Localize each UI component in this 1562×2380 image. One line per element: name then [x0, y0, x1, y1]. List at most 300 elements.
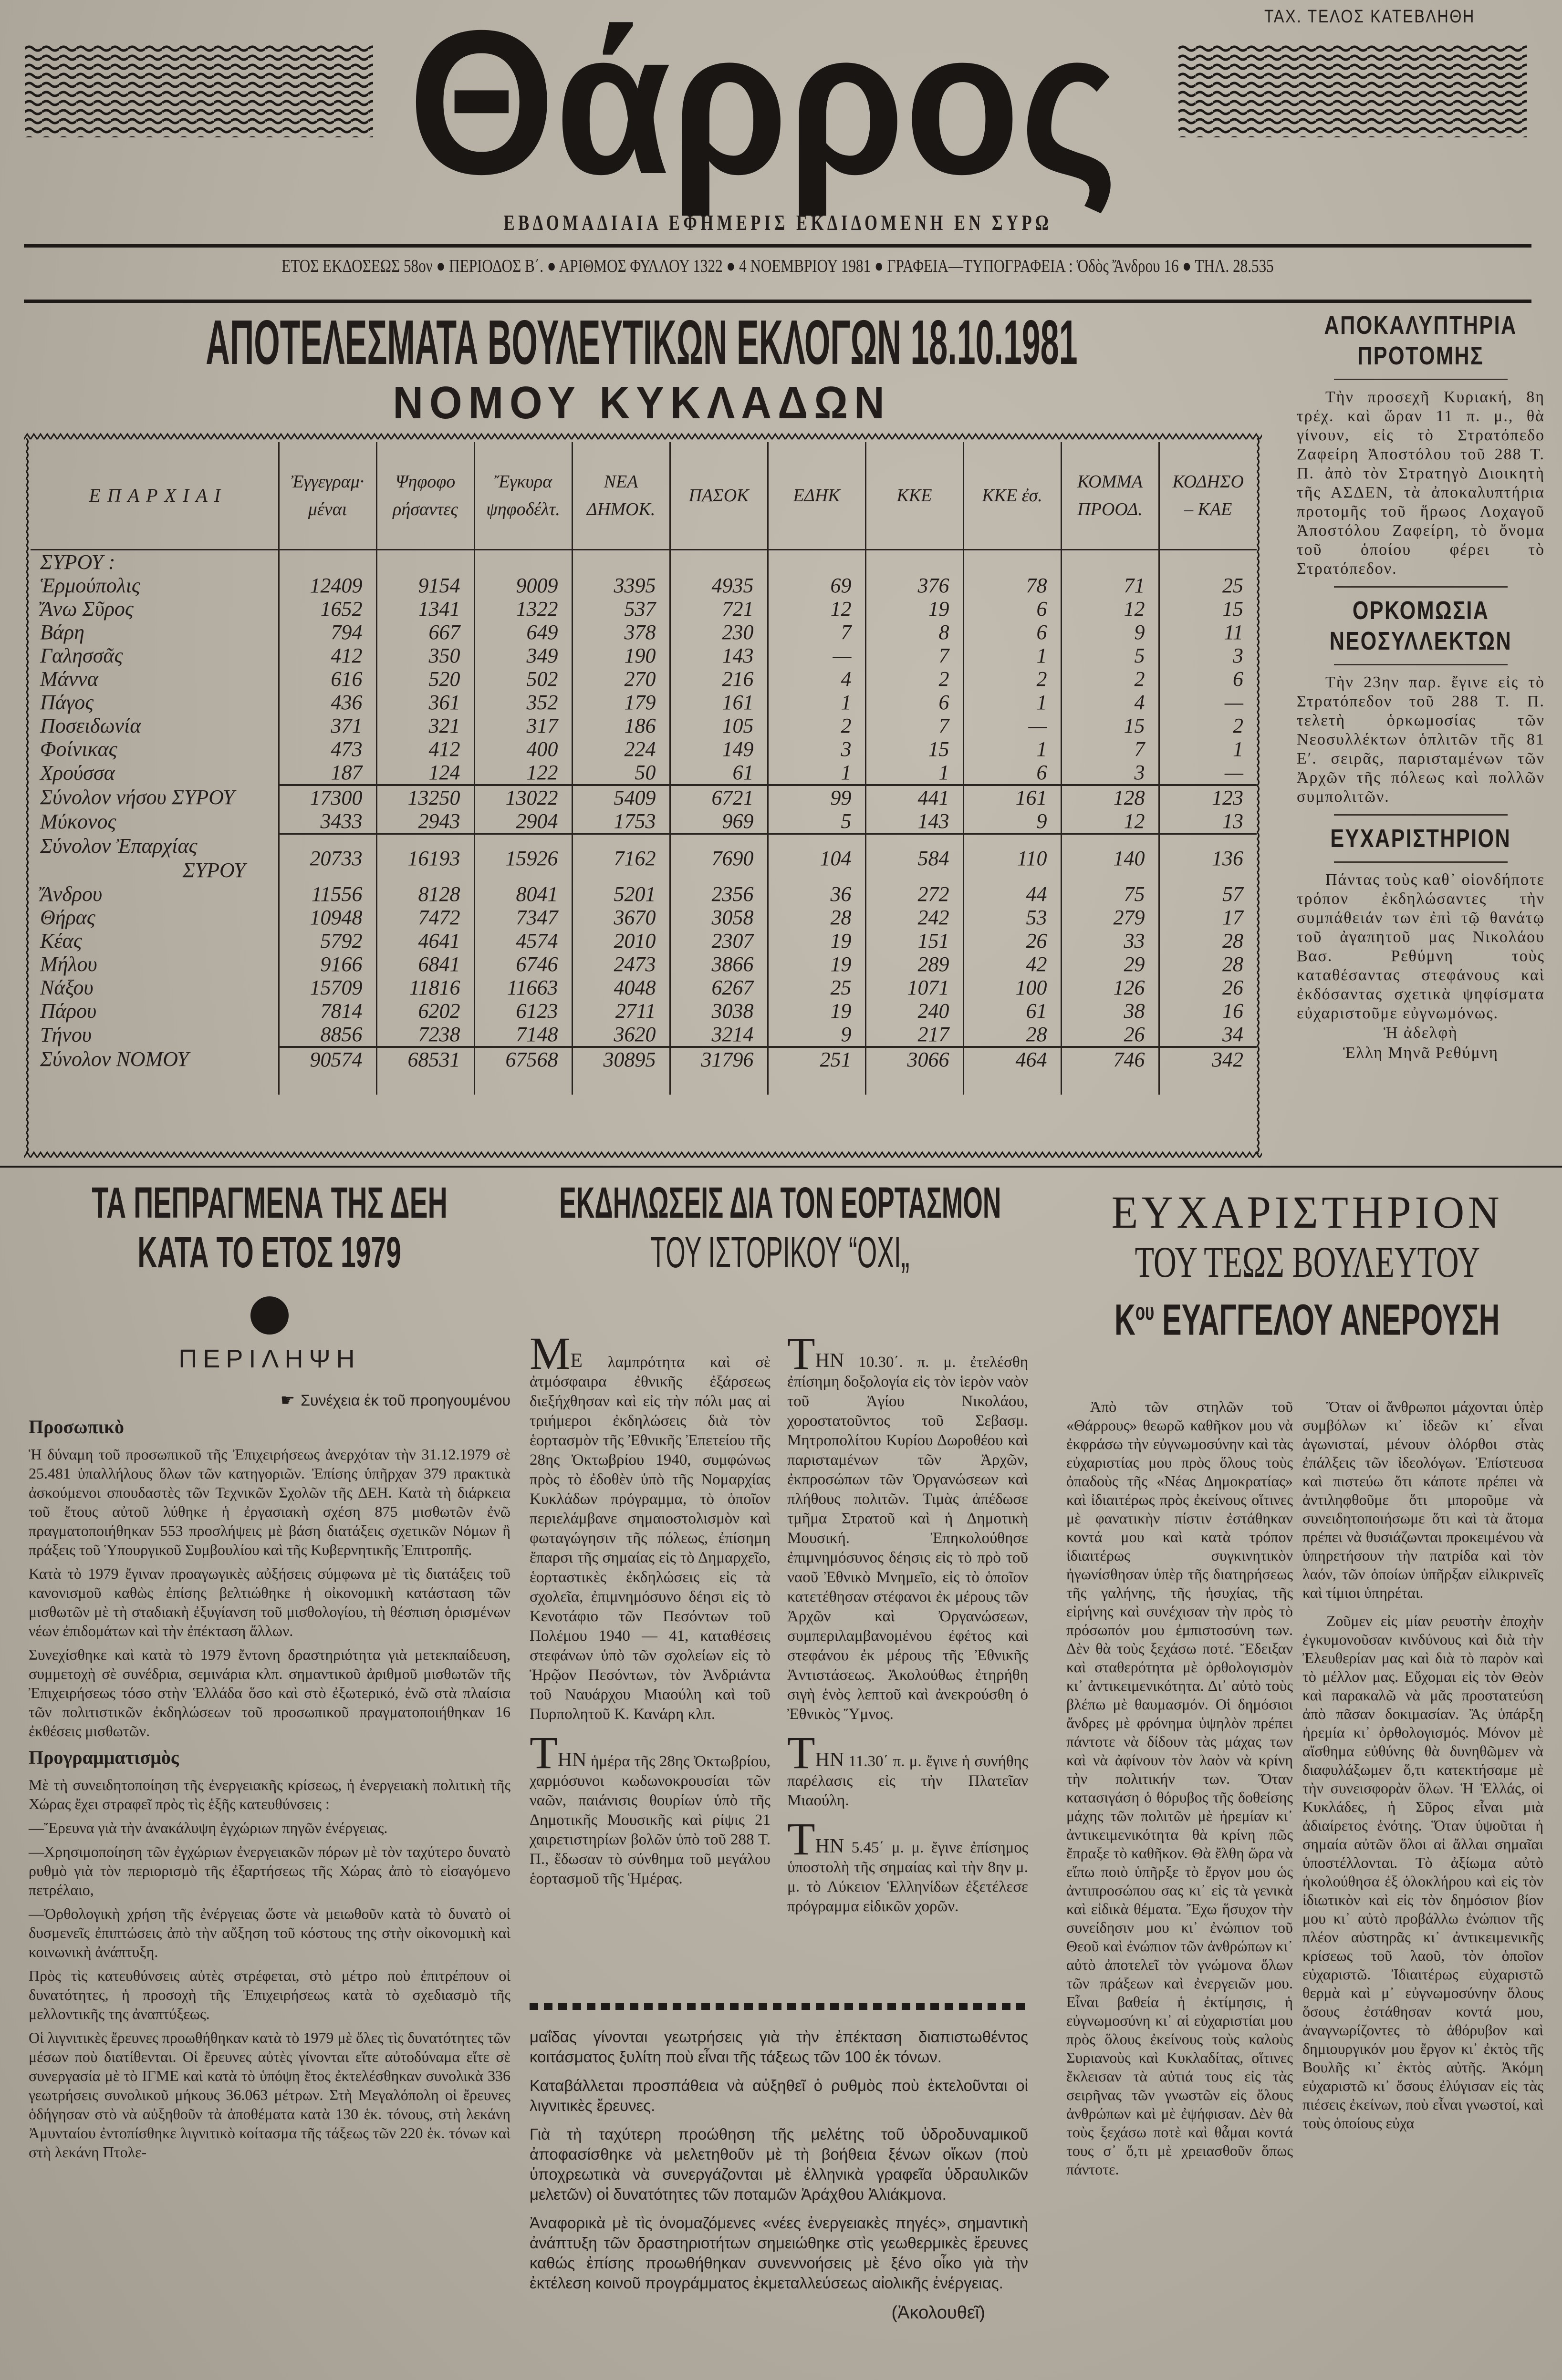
- column-header: [768, 442, 865, 549]
- table-cell: 11556: [279, 882, 376, 906]
- article-headline: ΚΑΤΑ ΤΟ ΕΤΟΣ 1979: [137, 1228, 402, 1277]
- table-cell: 123: [1159, 785, 1257, 809]
- table-cell: 12: [1061, 597, 1159, 621]
- table-cell: 9009: [474, 574, 572, 597]
- paragraph-text: ἡμέρα τῆς 28ης Ὀκτωβρίου, χαρμόσυνοι κωδωνοκρουσίαι τῶν ναῶν, παιάνισις θουρίων ὑπὸ τῆς Δημοτικῆς Μουσικῆς καὶ ρίψις 21 χαιρετιστηρίων βολῶν ὑπὸ τοῦ 288 Τ. Π., ἔδωσαν τὸ σύνθημα τοῦ μεγάλου ἑορτασμοῦ τῆς Ἡμέρας.: [530, 1753, 771, 1887]
- table-cell: 2904: [474, 809, 572, 834]
- table-cell: 50: [572, 761, 670, 785]
- table-cell: 6267: [670, 976, 768, 999]
- table-cell: 3: [1159, 644, 1257, 667]
- row-label: Χρούσσα: [40, 761, 115, 785]
- table-cell: 6: [963, 621, 1061, 644]
- table-cell: 151: [865, 929, 963, 952]
- drop-cap-rest: Ε: [570, 1350, 583, 1372]
- table-cell: [474, 1071, 572, 1095]
- table-row: [31, 549, 1257, 574]
- table-cell: 279: [1061, 906, 1159, 929]
- table-row: [31, 785, 1257, 809]
- table-cell: 242: [865, 906, 963, 929]
- table-cell: 6721: [670, 785, 768, 809]
- divider: [1334, 664, 1508, 665]
- notice-title-text: ΕΥΧΑΡΙΣΤΗΡΙΟΝ: [1330, 824, 1511, 853]
- table-cell: 136: [1159, 834, 1257, 882]
- table-cell: 15: [1159, 597, 1257, 621]
- column-header-line: ΚΟΔΗΣΟ: [1172, 471, 1244, 492]
- drop-cap-rest: ΗΝ: [815, 1835, 844, 1857]
- table-cell: —: [1159, 691, 1257, 714]
- paragraph: Ἀπὸ τῶν στηλῶν τοῦ «Θάρρους» θεωρῶ καθῆκον μου νὰ ἐκφράσω τὴν εὐγνωμοσύνην καὶ τὰς εὐχαριστίας μου πρὸς ὅλους τοὺς ὀπαδοὺς τῆς «Νέας Δημοκρατίας» καὶ ἰδιαιτέρως πρὸς ἐκείνους οἵτινες μὲ φανατικὴν πίστιν ἐστάθηκαν κοντά μου καὶ κατὰ τρόπον ἰδιαιτέρως συγκινητικὸν ἠγωνίσθησαν ὑπὲρ τῆς διατηρήσεως τῆς γαλήνης, τῆς ἡσυχίας, τῆς εἰρήνης καὶ συνέχισαν τὴν πρὸς τὸ πρόσωπόν μου ἐμπιστοσύνη των. Δὲν θὰ τοὺς ξεχάσω ποτέ. Ἔδειξαν καὶ σταθερότητα μὲ ὀρθολογισμὸν κι᾽ ἀντικειμενικότητα. Δι᾽ αὐτὸ τοὺς βλέπω μὲ θαυμασμόν. Οἱ δημόσιοι ἄνδρες μὲ φρόνημα ὑψηλὸν πρέπει πάντοτε νὰ δίδουν τὰς μάχας των καὶ νὰ ἀφίνουν τὸν λαὸν νὰ κρίνη τὴν πολιτικήν των. Ὅταν κατασιγάση ὁ θόρυβος τῆς δοθείσης μάχης τῶν πολιτῶν μὲ ἠρεμίαν κι᾽ ἀντικειμενικότητα θὰ κρίνη πῶς ἔπραξε τὸ καθῆκον. Θὰ ἔλθη ὥρα νὰ εἴπω ποιὸ ὑπῆρξε τὸ ἔργον μου ὡς ἀντιπροσώπου σας κι᾽ εἰς τὰ γενικὰ καὶ εἰδικὰ θέματα. Ἔχω ἥσυχον τὴν συνείδησιν μου κι᾽ ἐνώπιον τοῦ Θεοῦ καὶ ἐνώπιον τῶν ἀνθρώπων κι᾽ αὐτὸ ἀποτελεῖ τὸν γνώμονα ὅλων τῶν πράξεων καὶ ἐνεργειῶν μου. Εἶναι βαθεία ἡ ἐκτίμησις, ἡ εὐγνωμοσύνη κι᾽ αἱ εὐχαριστίαι μου πρὸς ὅλους ἐκείνους τοὺς καλοὺς Συριανοὺς καὶ Κυκλαδίτας, οἵτινες ἔκλεισαν τὰ αὐτιά τους εἰς τὰς σειρῆνας τῶν γνωστῶν εἰς ὅλους ἀνθρώπων καὶ μὲ ἐψήφισαν. Δὲν θὰ τοὺς ξεχάσω ποτὲ καὶ θἆμαι κοντά τους σ᾽ ὅ,τι μὲ χρειασθοῦν ὅπως πάντοτε.: [1066, 1398, 1293, 2178]
- table-cell: 2307: [670, 929, 768, 952]
- table-cell: 436: [279, 691, 376, 714]
- paragraph-text: 11.30΄ π. μ. ἔγινε ἡ συνήθης παρέλασις εἰς τὴν Πλατεῖαν Μιαούλη.: [787, 1753, 1028, 1809]
- table-cell: 8128: [376, 882, 474, 906]
- table-cell: [1159, 1071, 1257, 1095]
- table-cell: 42: [963, 952, 1061, 976]
- notice-title-text: ΑΠΟΚΑΛΥΠΤΗΡΙΑ: [1324, 311, 1518, 340]
- article-ochi: [525, 1178, 1035, 2323]
- table-cell: 68531: [376, 1047, 474, 1071]
- table-cell: 317: [474, 714, 572, 737]
- table-cell: 128: [1061, 785, 1159, 809]
- column-header-line: – ΚΑΕ: [1184, 499, 1232, 519]
- table-cell: 6: [1159, 667, 1257, 691]
- row-label: Γαλησσᾶς: [40, 643, 123, 667]
- table-cell: 520: [376, 667, 474, 691]
- table-row: [31, 714, 1257, 737]
- table-cell: 3214: [670, 1023, 768, 1047]
- results-subheadline: ΝΟΜΟΥ ΚΥΚΛΑΔΩΝ: [393, 377, 891, 428]
- table-cell: 2356: [670, 882, 768, 906]
- table-cell: 28: [1159, 929, 1257, 952]
- table-cell: 1071: [865, 976, 963, 999]
- table-cell: 5201: [572, 882, 670, 906]
- paragraph: Ζοῦμεν εἰς μίαν ρευστὴν ἐποχὴν ἐγκυμονοῦσαν κινδύνους καὶ διὰ τὴν Ἐλευθερίαν μας καὶ διὰ τὸ παρὸν καὶ τὸ μέλλον μας. Εὔχομαι εἰς τὸν Θεὸν καὶ παρακαλῶ νὰ μᾶς προστατεύση ἀπὸ πᾶσαν δοκιμασίαν. Ἂς ὑπάρξη ἠρεμία κι᾽ ὀρθολογισμός. Μόνον μὲ αἴσθημα εὐθύνης θὰ δυνηθῶμεν νὰ διαφυλάξωμεν ὅ,τι κατεκτήσαμε μὲ τὴν συνεισφορὰν ὅλων. Ἡ Ἑλλάς, οἱ Κυκλάδες, ἡ Σῦρος εἶναι μιὰ ἀδιαίρετος ἑνότης. Ὅταν ὑψοῦται ἡ σημαία αὐτῶν ὅλοι αἱ ἄλλαι σημαῖαι ὑποστέλλονται. Τὸ ἀξίωμα αὐτὸ ἠκολούθησα ἐξ ὁλοκλήρου καὶ εἰς τὸν ἰδιωτικὸν καὶ εἰς τὸν δημόσιον βίον μου κι᾽ αὐτὸ προβάλλω ἐνώπιον τῆς πλέον αὐστηρᾶς κι᾽ ἀντικειμενικῆς κρίσεως τοῦ λαοῦ, τὸν ὁποῖον εὐχαριστῶ. Ἰδιαιτέρως εὐχαριστῶ θερμὰ καὶ μ᾽ εὐγνωμοσύνην ὅλους ὅσους ἐστάθησαν κοντά μου, ἀναγνωρίζοντες τὸ ἀθόρυβον καὶ δημιουργικόν μου ἔργον κι᾽ ἐκτὸς τῆς Βουλῆς κι᾽ ἐκτὸς αὐτῆς. Ἀκόμη εὐχαριστῶ κι᾽ ὅσους ἐλύγισαν εἰς τὰς πιέσεις ἐκείνων, ποὺ εἶναι γνωστοί, καὶ τοὺς ὁποίους εὐχα: [1302, 1612, 1543, 2132]
- table-cell: 240: [865, 999, 963, 1023]
- table-cell: 251: [768, 1047, 865, 1071]
- paragraph: Ἡ δύναμη τοῦ προσωπικοῦ τῆς Ἐπιχειρήσεως ἀνερχόταν τὴν 31.12.1979 σὲ 25.481 ὑπαλλήλους ὅλων τῶν κατηγοριῶν. Ἐπίσης ὑπῆρχαν 379 πρακτικὰ ἀσκούμενοι σπουδαστὲς τῶν Τεχνικῶν Σχολῶν τῆς ΔΕΗ. Κατὰ τὴ διάρκεια τοῦ ἔτους αὐτοῦ λύθηκε ἡ ἐργασιακὴ σχέση 875 μισθωτῶν ἐνῶ πραγματοποιήθηκαν 553 προσλήψεις μὲ βάση διατάξεις σχετικῶν Νόμων ἢ πράξεις τοῦ Ὑπουργικοῦ Συμβουλίου καὶ τῆς Κυβερνητικῆς Ἐπιτροπῆς.: [29, 1446, 510, 1558]
- wavy-border-bottom: [24, 1150, 1262, 1160]
- table-cell: 361: [376, 691, 474, 714]
- table-cell: 1: [963, 737, 1061, 761]
- row-label: ΣΥΡΟΥ :: [40, 550, 115, 574]
- table-cell: 10948: [279, 906, 376, 929]
- table-cell: 6746: [474, 952, 572, 976]
- notice-title: [1297, 310, 1545, 341]
- table-cell: 2711: [572, 999, 670, 1023]
- column-header-line: ΠΑΣΟΚ: [688, 485, 749, 506]
- table-cell: [474, 549, 572, 574]
- table-cell: 90574: [279, 1047, 376, 1071]
- table-cell: 1: [1159, 737, 1257, 761]
- table-cell: 13: [1159, 809, 1257, 834]
- paragraph: [787, 1813, 1028, 1916]
- table-cell: 1652: [279, 597, 376, 621]
- newspaper-logo: Θάρρος: [408, 0, 1118, 217]
- table-cell: 11816: [376, 976, 474, 999]
- table-cell: 441: [865, 785, 963, 809]
- table-cell: 3395: [572, 574, 670, 597]
- column-header-line: ΚΚΕ: [896, 485, 932, 506]
- table-cell: [279, 1071, 376, 1095]
- table-row: [31, 667, 1257, 691]
- table-cell: 36: [768, 882, 865, 906]
- table-cell: 3: [1061, 761, 1159, 785]
- table-cell: 537: [572, 597, 670, 621]
- table-cell: 321: [376, 714, 474, 737]
- paragraph: [530, 1727, 771, 1889]
- table-cell: 33: [1061, 929, 1159, 952]
- table-cell: 1322: [474, 597, 572, 621]
- table-row: [31, 976, 1257, 999]
- drop-cap-rest: ΗΝ: [557, 1749, 587, 1771]
- sidebar-notice: [1297, 310, 1545, 579]
- table-cell: 110: [963, 834, 1061, 882]
- table-cell: 149: [670, 737, 768, 761]
- table-cell: 230: [670, 621, 768, 644]
- table-cell: 26: [963, 929, 1061, 952]
- paragraph-text: λαμπρότητα καὶ σὲ ἀτμόσφαιρα ἐθνικῆς ἐξάρσεως διεξήχθησαν καὶ εἰς τὴν πόλι μας αἱ τριήμεροι ἐκδηλώσεις διὰ τὸν ἑορτασμὸν τῆς Ἐθνικῆς Ἐπετείου τῆς 28ης Ὀκτωβρίου 1940, συμφώνως πρὸς τὸ ἐδοθὲν ὑπὸ τῆς Νομαρχίας Κυκλάδων πρόγραμμα, τὸ ὁποῖον περιελάμβανε σημαιοστολισμὸν καὶ φωταγώγησιν τῆς πόλεως, ἐπίσημη ἔπαρσι τῆς σημαίας εἰς τὸ Δημαρχεῖο, ἑορταστικὲς ἐκδηλώσεις εἰς τὰ σχολεῖα, ἐπιμνημόσυνο δέησι εἰς τὸ Κενοτάφιο τῶν Πεσόντων τοῦ Πολέμου 1940 — 41, καταθέσεις στεφάνων ὑπὸ τῶν σχολείων εἰς τὸ Ἡρῷον Πεσόντων, τὸν Ἀνδριάντα τοῦ Ναυάρχου Μιαούλη καὶ τοῦ Πυρπολητοῦ Κ. Κανάρη κλπ.: [530, 1354, 771, 1723]
- paragraph: —Ὀρθολογικὴ χρήση τῆς ἐνέργειας ὥστε νὰ μειωθοῦν κατὰ τὸ δυνατὸ οἱ δυσμενεῖς ἐπιπτώσεις ἀπὸ τὴν αὔξηση τοῦ κόστους της στὴν οἰκονομικὴ καὶ κοινωνικὴ ἀνάπτυξη.: [29, 1905, 510, 1960]
- column-header-line: ΔΗΜΟΚ.: [586, 499, 656, 519]
- continuation-paragraphs: [530, 2027, 1028, 2293]
- table-cell: —: [768, 644, 865, 667]
- table-cell: 161: [670, 691, 768, 714]
- column-header: [572, 442, 670, 549]
- table-row: [31, 1047, 1257, 1071]
- article-headline: ΕΚΔΗΛΩΣΕΙΣ ΔΙΑ ΤΟΝ ΕΟΡΤΑΣΜΟΝ: [559, 1179, 1001, 1227]
- table-cell: 53: [963, 906, 1061, 929]
- table-cell: 17: [1159, 906, 1257, 929]
- table-cell: 9: [1061, 621, 1159, 644]
- row-label: Πάρου: [40, 999, 97, 1023]
- table-cell: 272: [865, 882, 963, 906]
- table-cell: 4935: [670, 574, 768, 597]
- table-cell: 28: [768, 906, 865, 929]
- table-cell: 30895: [572, 1047, 670, 1071]
- table-cell: 1: [865, 761, 963, 785]
- row-label: Μύκονος: [40, 809, 116, 833]
- table-cell: 2943: [376, 809, 474, 834]
- table-cell: 19: [768, 999, 865, 1023]
- paragraph-text: 5.45΄ μ. μ. ἔγινε ἐπίσημος ὑποστολὴ τῆς σημαίας καὶ τὴν 8ην μ. μ. τὸ Λύκειον Ἑλληνίδων ἐξετέλεσε πρόγραμμα εἰδικῶν χορῶν.: [787, 1839, 1028, 1915]
- table-cell: 412: [376, 737, 474, 761]
- article-column-left: [1066, 1397, 1293, 2188]
- table-cell: 17300: [279, 785, 376, 809]
- continued-label: Συνέχεια ἐκ τοῦ προηγουμένου: [301, 1392, 510, 1409]
- divider: [24, 244, 1531, 248]
- table-cell: 75: [1061, 882, 1159, 906]
- notice-title: [1297, 626, 1545, 656]
- table-cell: 5: [768, 809, 865, 834]
- table-cell: 4641: [376, 929, 474, 952]
- table-row: [31, 1023, 1257, 1047]
- table-cell: 794: [279, 621, 376, 644]
- table-cell: 7690: [670, 834, 768, 882]
- notice-text: Τὴν προσεχῆ Κυριακή, 8η τρέχ. καὶ ὥραν 11 π. μ., θὰ γίνουν, εἰς τὸ Στρατόπεδο Ζαφείρη Ἀποστόλου τοῦ 288 Τ. Π. ἀπὸ τὸν Στρατηγὸ Διοικητὴ τῆς ΑΣΔΕΝ, τὰ ἀποκαλυπτήρια προτομῆς τοῦ ἥρωος Λοχαγοῦ Ἀποστόλου Ζαφείρη, τὸ ὄνομα τοῦ ὁποίου φέρει τὸ Στρατόπεδον.: [1297, 388, 1545, 578]
- table-cell: 11663: [474, 976, 572, 999]
- table-cell: 143: [865, 809, 963, 834]
- table-cell: [865, 549, 963, 574]
- table-cell: 13250: [376, 785, 474, 809]
- row-label: [31, 834, 279, 882]
- column-header-line: Ἔγκυρα: [494, 471, 552, 492]
- sidebar-notices: [1297, 310, 1545, 1063]
- row-label: Φοίνικας: [40, 737, 117, 761]
- table-cell: —: [1159, 761, 1257, 785]
- row-label: Κέας: [40, 929, 82, 952]
- table-cell: 3: [768, 737, 865, 761]
- table-cell: 15926: [474, 834, 572, 882]
- election-results-table: [31, 442, 1257, 1095]
- table-cell: 67568: [474, 1047, 572, 1071]
- notice-signature: Ἑλλη Μηνᾶ Ρεθύμνη: [1343, 1044, 1499, 1062]
- article-body: [29, 1416, 510, 2162]
- table-cell: 6: [963, 597, 1061, 621]
- divider: [1334, 814, 1508, 816]
- table-cell: [670, 1071, 768, 1095]
- table-cell: 7148: [474, 1023, 572, 1047]
- table-row: [31, 952, 1257, 976]
- row-label-line: Σύνολον Ἐπαρχίας: [40, 834, 198, 858]
- table-row: [31, 691, 1257, 714]
- table-cell: 69: [768, 574, 865, 597]
- table-cell: 57: [1159, 882, 1257, 906]
- table-cell: 9: [768, 1023, 865, 1047]
- table-cell: [865, 1071, 963, 1095]
- table-cell: 16: [1159, 999, 1257, 1023]
- table-cell: 969: [670, 809, 768, 834]
- table-cell: 25: [1159, 574, 1257, 597]
- table-cell: [963, 1071, 1061, 1095]
- table-cell: 342: [1159, 1047, 1257, 1071]
- summary-label: ΠΕΡΙΛΗΨΗ: [178, 1345, 361, 1373]
- table-cell: 6841: [376, 952, 474, 976]
- row-label: Ποσειδωνία: [40, 714, 141, 737]
- table-cell: 12409: [279, 574, 376, 597]
- column-header-line: ρήσαντες: [393, 499, 458, 519]
- table-cell: 105: [670, 714, 768, 737]
- table-cell: 5792: [279, 929, 376, 952]
- notice-text: Τὴν 23ην παρ. ἔγινε εἰς τὸ Στρατόπεδον τοῦ 288 Τ. Π. τελετὴ ὁρκωμοσίας τῶν Νεοσυλλέκτων ὁπλιτῶν τῆς 81 Εʹ. σειρᾶς, παρισταμένων τῶν Ἀρχῶν τῆς πόλεως καὶ πολλῶν συμπολιτῶν.: [1297, 673, 1545, 806]
- table-cell: 1: [768, 691, 865, 714]
- table-cell: 3433: [279, 809, 376, 834]
- table-cell: [1061, 1071, 1159, 1095]
- row-label: Σύνολον ΝΟΜΟΥ: [40, 1047, 189, 1071]
- section-heading: Προγραμματισμὸς: [29, 1747, 179, 1768]
- table-cell: [376, 549, 474, 574]
- paragraph: μαΐδας γίνονται γεωτρήσεις γιὰ τὴν ἐπέκταση διαπιστωθέντος κοιτάσματος ξυλίτη ποὺ εἶναι τῆς τάξεως τῶν 100 ἑκ τόνων.: [530, 2028, 1028, 2066]
- table-cell: 746: [1061, 1047, 1159, 1071]
- column-header: [376, 442, 474, 549]
- column-header: [1061, 442, 1159, 549]
- column-header-line: ψηφοδέλτ.: [486, 499, 560, 519]
- table-cell: 3058: [670, 906, 768, 929]
- table-cell: 140: [1061, 834, 1159, 882]
- newspaper-subtitle: ΕΒΔΟΜΑΔΙΑΙΑ ΕΦΗΜΕΡΙΣ ΕΚΔΙΔΟΜΕΝΗ ΕΝ ΣΥΡΩ: [503, 210, 1052, 235]
- paragraph: Μὲ τὴ συνειδητοποίηση τῆς ἐνεργειακῆς κρίσεως, ἡ ἐνεργειακὴ πολιτικὴ τῆς Χώρας ἔχει στραφεῖ πρὸς τὶς ἑξῆς κατευθύνσεις :: [29, 1776, 510, 1812]
- notice-title-text: ΠΡΟΤΟΜΗΣ: [1357, 341, 1484, 370]
- table-cell: 38: [1061, 999, 1159, 1023]
- table-cell: 12: [768, 597, 865, 621]
- continued-next-label: (Ἀκολουθεῖ): [891, 2303, 985, 2323]
- table-cell: 1341: [376, 597, 474, 621]
- table-cell: 61: [963, 999, 1061, 1023]
- table-cell: —: [963, 714, 1061, 737]
- notice-title: [1297, 823, 1545, 854]
- table-cell: 217: [865, 1023, 963, 1047]
- table-cell: 2473: [572, 952, 670, 976]
- divider: [1334, 861, 1508, 863]
- drop-cap-rest: ΗΝ: [815, 1350, 844, 1372]
- table-cell: 9166: [279, 952, 376, 976]
- table-cell: 13022: [474, 785, 572, 809]
- article-headline: ΕΥΧΑΡΙΣΤΗΡΙΟΝ: [1111, 1187, 1503, 1238]
- table-cell: 349: [474, 644, 572, 667]
- table-cell: 187: [279, 761, 376, 785]
- column-header: [279, 442, 376, 549]
- results-headline: ΑΠΟΤΕΛΕΣΜΑΤΑ ΒΟΥΛΕΥΤΙΚΩΝ ΕΚΛΟΓΩΝ 18.10.1981: [206, 307, 1078, 377]
- table-cell: 2: [1159, 714, 1257, 737]
- column-header: [963, 442, 1061, 549]
- section-divider: [0, 1166, 1562, 1168]
- row-label: Μήλου: [40, 952, 97, 976]
- paragraph: [530, 1328, 771, 1724]
- table-cell: 44: [963, 882, 1061, 906]
- table-cell: 143: [670, 644, 768, 667]
- column-header: [1159, 442, 1257, 549]
- table-cell: 6123: [474, 999, 572, 1023]
- wave-ornament-left: [25, 44, 373, 137]
- paragraph: Ἀναφορικὰ μὲ τὶς ὀνομαζόμενες «νέες ἐνεργειακὲς πηγές», σημαντικὴ ἀνάπτυξη τῶν δραστηριοτήτων σημειώθηκε στὶς γεωθερμικὲς ἔρευνες καθώς ἐπίσης προωθήθηκαν συνεννοήσεις μὲ ξένο οἶκο γιὰ τὴν ἐκτέλεση κοινοῦ προγράμματος ἐκμεταλλεύσεως αἰολικῆς ἐνέργειας.: [530, 2214, 1028, 2292]
- table-cell: 6: [865, 691, 963, 714]
- column-header: [865, 442, 963, 549]
- table-cell: 124: [376, 761, 474, 785]
- table-cell: 7814: [279, 999, 376, 1023]
- table-row: [31, 644, 1257, 667]
- table-cell: [572, 1071, 670, 1095]
- row-label: Μάννα: [40, 667, 98, 691]
- table-cell: 2: [963, 667, 1061, 691]
- notice-title-text: ΟΡΚΟΜΩΣΙΑ: [1352, 596, 1489, 625]
- column-header-line: Ψηφοφο: [395, 471, 456, 492]
- article-column-left: [530, 1328, 771, 1899]
- table-row: [31, 834, 1257, 882]
- article-column-right: [1302, 1397, 1543, 2142]
- table-cell: 7162: [572, 834, 670, 882]
- table-row: [31, 999, 1257, 1023]
- table-cell: 376: [865, 574, 963, 597]
- table-cell: 7472: [376, 906, 474, 929]
- table-row: [31, 761, 1257, 785]
- article-dei: [29, 1178, 510, 2166]
- table-cell: 3866: [670, 952, 768, 976]
- table-row: [31, 621, 1257, 644]
- table-cell: 104: [768, 834, 865, 882]
- table-cell: 352: [474, 691, 572, 714]
- table-cell: 16193: [376, 834, 474, 882]
- table-cell: 400: [474, 737, 572, 761]
- table-cell: 7: [768, 621, 865, 644]
- paragraph-text: 10.30΄. π. μ. ἐτελέσθη ἐπίσημη δοξολογία εἰς τὸν ἱερὸν ναὸν τοῦ Ἁγίου Νικολάου, χοροστατοῦντος τοῦ Σεβασμ. Μητροπολίτου Κυρίου Δωροθέου καὶ παρισταμένων τῶν Ἀρχῶν, ἐκπροσώπων τῶν Ὀργανώσεων καὶ πλήθους πολιτῶν. Τιμὰς ἀπέδωσε τμῆμα Στρατοῦ καὶ ἡ Δημοτικὴ Μουσική. Ἐπηκολούθησε ἐπιμνημόσυνος δέησις εἰς τὸ πρὸ τοῦ ναοῦ Ἐθνικὸ Μνημεῖο, εἰς τὸ ὁποῖον κατετέθησαν στέφανοι ἐκ μέρους τῶν Ἀρχῶν καὶ Ὀργανώσεων, συμπεριλαμβανομένου ἐφέτος καὶ στεφάνου ἐκ μέρους τῆς Ἐθνικῆς Ἀντιστάσεως. Ἀκολούθως ἐτηρήθη σιγὴ ἑνὸς λεπτοῦ καὶ ἀνεκρούσθη ὁ Ἐθνικὸς Ὕμνος.: [787, 1354, 1028, 1723]
- table-cell: 3670: [572, 906, 670, 929]
- table-cell: 6202: [376, 999, 474, 1023]
- table-cell: 1: [963, 691, 1061, 714]
- continued-note: [29, 1391, 510, 1410]
- table-cell: [279, 549, 376, 574]
- table-cell: 4574: [474, 929, 572, 952]
- table-cell: 289: [865, 952, 963, 976]
- table-cell: 3038: [670, 999, 768, 1023]
- table-cell: 100: [963, 976, 1061, 999]
- paragraph: [787, 1727, 1028, 1811]
- table-cell: 28: [963, 1023, 1061, 1047]
- table-cell: 224: [572, 737, 670, 761]
- article-headline: ΤΟΥ ΤΕΩΣ ΒΟΥΛΕΥΤΟΥ: [1135, 1238, 1480, 1286]
- paragraph: —Ἔρευνα γιὰ τὴν ἀνακάλυψη ἐγχώριων πηγῶν ἐνέργειας.: [29, 1819, 388, 1836]
- column-header-line: μέναι: [308, 499, 347, 519]
- table-cell: 1: [768, 761, 865, 785]
- table-cell: 473: [279, 737, 376, 761]
- table-row: [31, 737, 1257, 761]
- drop-cap: Τ: [530, 1727, 558, 1778]
- drop-cap: Τ: [787, 1727, 815, 1778]
- table-cell: 8: [865, 621, 963, 644]
- table-cell: 71: [1061, 574, 1159, 597]
- column-header-line: ΕΔΗΚ: [793, 485, 840, 506]
- table-cell: 8856: [279, 1023, 376, 1047]
- paragraph: —Χρησιμοποίηση τῶν ἐγχώριων ἐνεργειακῶν πόρων μὲ τὸν ταχύτερο δυνατὸ ρυθμὸ γιὰ τὸν περιορισμὸ τῆς ἐξαρτήσεως τῆς Χώρας ἀπὸ τὸ εἰσαγόμενο πετρέλαιο,: [29, 1843, 510, 1898]
- table-cell: 34: [1159, 1023, 1257, 1047]
- table-cell: 2: [1061, 667, 1159, 691]
- table-cell: 25: [768, 976, 865, 999]
- bullet-dot: [250, 1296, 289, 1335]
- drop-cap-rest: ΗΝ: [815, 1749, 844, 1771]
- table-cell: [963, 549, 1061, 574]
- table-cell: 5: [1061, 644, 1159, 667]
- table-cell: 186: [572, 714, 670, 737]
- table-cell: 61: [670, 761, 768, 785]
- column-header-line: ΝΕΑ: [604, 471, 638, 492]
- article-column-right: [787, 1328, 1028, 1927]
- table-cell: 270: [572, 667, 670, 691]
- table-cell: 11: [1159, 621, 1257, 644]
- table-cell: 19: [768, 952, 865, 976]
- paragraph: Κατὰ τὸ 1979 ἔγιναν προαγωγικὲς αὐξήσεις σύμφωνα μὲ τὶς διατάξεις τοῦ κανονισμοῦ καθὼς ἐπίσης βελτιώθηκε ἡ οἰκονομικὴ κατάσταση τῶν μισθωτῶν μὲ τὴ σταδιακὴ ἐξυγίανση τοῦ μισθολογίου, τὴ θέσπιση ὁρισμένων νέων ἐπιδομάτων καὶ τὴν ἐπέκταση ἄλλων.: [29, 1565, 510, 1639]
- paragraph: Οἱ λιγνιτικὲς ἔρευνες προωθήθηκαν κατὰ τὸ 1979 μὲ ὅλες τὶς δυνατότητες τῶν μέσων ποὺ διατίθενται. Οἱ ἔρευνες αὐτὲς γίνονται εἴτε αὐτοδύναμα εἴτε σὲ συνεργασία μὲ τὸ ΙΓΜΕ καὶ κατὰ τὸ ὑπόψη ἔτος ἐκτελέσθηκαν συνολικὰ 336 γεωτρήσεις συνολικοῦ μήκους 36.063 μέτρων. Στὴ Μεγαλόπολη οἱ ἔρευνες ὁδήγησαν στὸ νὰ αὐξηθοῦν τὰ ἀποθέματα κατὰ 130 ἑκ. τόνους, στὴ λεκάνη Ἀμυνταίου ἐντοπίσθηκε λιγνιτικὸ κοίτασμα τῆς τάξεως τῶν 220 ἑκ. τόνων καὶ στὴ λεκάνη Πτολε-: [29, 2029, 510, 2161]
- article-thanks: [1064, 1187, 1551, 2178]
- table-row: [31, 882, 1257, 906]
- table-cell: 28: [1159, 952, 1257, 976]
- table-cell: 15709: [279, 976, 376, 999]
- table-cell: 19: [768, 929, 865, 952]
- table-cell: [31, 1071, 279, 1095]
- divider: [1334, 586, 1508, 588]
- column-header-line: ΚΟΜΜΑ: [1077, 471, 1143, 492]
- row-label-line: ΣΥΡΟΥ: [182, 858, 246, 882]
- table-cell: 2: [768, 714, 865, 737]
- table-header-row: [31, 442, 1257, 549]
- row-label: Ἄνδρου: [40, 882, 103, 906]
- table-cell: [376, 1071, 474, 1095]
- sidebar-notice: [1297, 586, 1545, 807]
- table-cell: 216: [670, 667, 768, 691]
- table-cell: 7: [865, 644, 963, 667]
- table-cell: 15: [1061, 714, 1159, 737]
- paragraph: [787, 1328, 1028, 1724]
- dotted-separator: [530, 2003, 1026, 2010]
- table-cell: 26: [1061, 1023, 1159, 1047]
- table-row: [31, 597, 1257, 621]
